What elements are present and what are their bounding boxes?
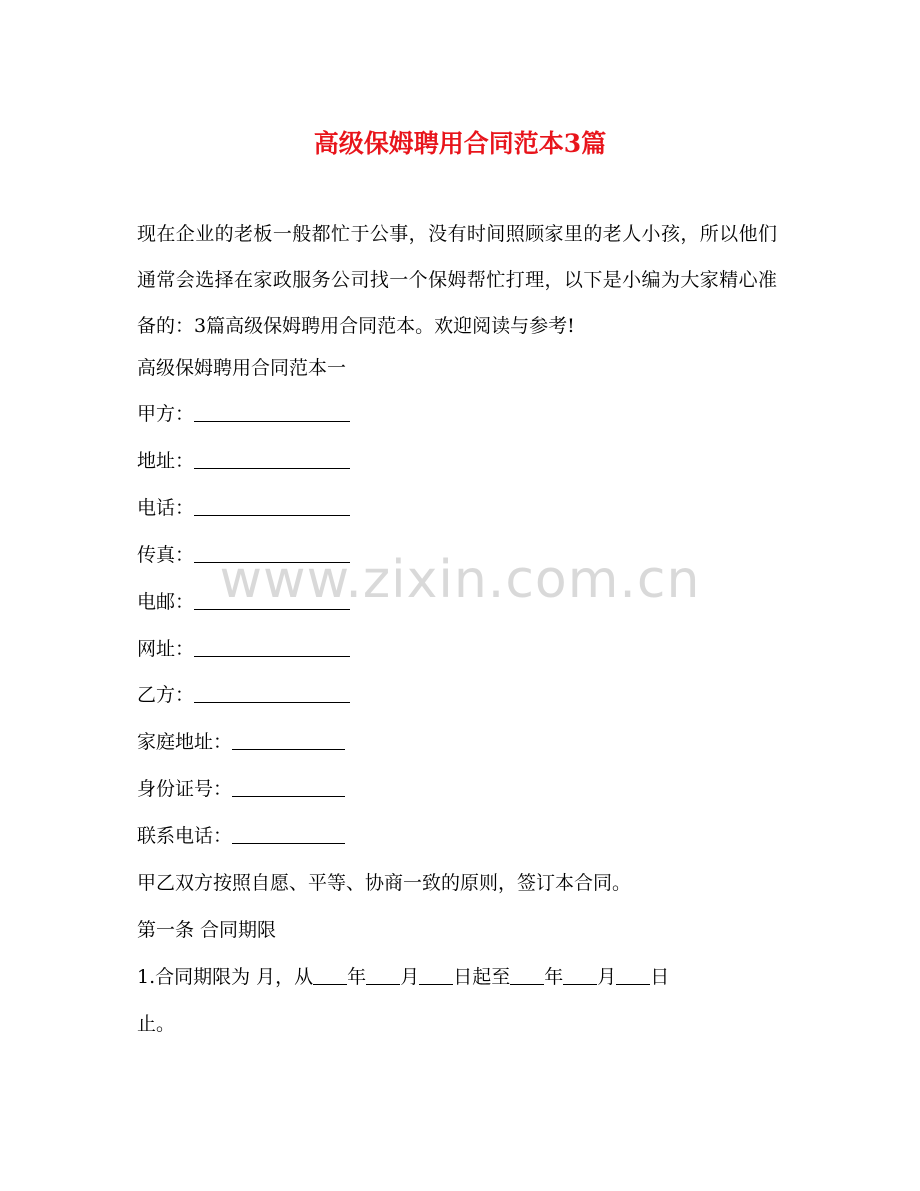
intro-paragraph: 现在企业的老板一般都忙于公事，没有时间照顾家里的老人小孩，所以他们通常会选择在家政服务公司找一个保姆帮忙打理，以下是小编为大家精心准备的：3篇高级保姆聘用合同范本。欢迎阅读与参考!: [137, 223, 777, 337]
blank-line: [194, 636, 350, 657]
field-label: 电话：: [137, 497, 195, 519]
term-month-label: 月: [400, 966, 420, 988]
blank-line: [232, 823, 345, 844]
term-year-label: 年: [347, 966, 367, 988]
term-year-label: 年: [544, 966, 564, 988]
section-title: 高级保姆聘用合同范本一: [137, 357, 347, 379]
article-1-title: 第一条 合同期限: [137, 919, 277, 941]
contract-term-line: [137, 962, 669, 992]
field-label: 网址：: [137, 638, 195, 660]
agreement-statement: 甲乙双方按照自愿、平等、协商一致的原则，签订本合同。: [137, 872, 632, 894]
field-label: 甲方：: [137, 403, 195, 425]
blank-line: [419, 964, 453, 985]
field-label: 传真：: [137, 544, 195, 566]
field-party-b: [137, 680, 350, 710]
term-day-from-label: 日起至: [453, 966, 511, 988]
field-phone: [137, 493, 350, 523]
term-day-label: 日: [650, 966, 670, 988]
blank-line: [194, 495, 350, 516]
term-end: 止。: [137, 1013, 176, 1035]
blank-line: [232, 776, 345, 797]
blank-line: [563, 964, 597, 985]
field-id-number: [137, 774, 345, 804]
blank-line: [313, 964, 347, 985]
term-month-label: 月: [597, 966, 617, 988]
field-party-a: [137, 399, 350, 429]
blank-line: [616, 964, 650, 985]
field-address: [137, 446, 350, 476]
field-label: 乙方：: [137, 684, 195, 706]
field-label: 身份证号：: [137, 778, 233, 800]
field-label: 电邮：: [137, 591, 195, 613]
term-prefix: 1.合同期限为 月，从: [137, 966, 314, 988]
field-label: 联系电话：: [137, 825, 233, 847]
blank-line: [194, 682, 350, 703]
blank-line: [194, 448, 350, 469]
document-title: 高级保姆聘用合同范本3篇: [313, 129, 607, 158]
watermark: www.zixin.com.cn: [219, 550, 701, 610]
blank-line: [232, 729, 345, 750]
blank-line: [194, 401, 350, 422]
blank-line: [366, 964, 400, 985]
field-label: 地址：: [137, 450, 195, 472]
blank-line: [510, 964, 544, 985]
field-label: 家庭地址：: [137, 731, 233, 753]
field-contact-phone: [137, 821, 345, 851]
field-website: [137, 634, 350, 664]
field-home-address: [137, 727, 345, 757]
